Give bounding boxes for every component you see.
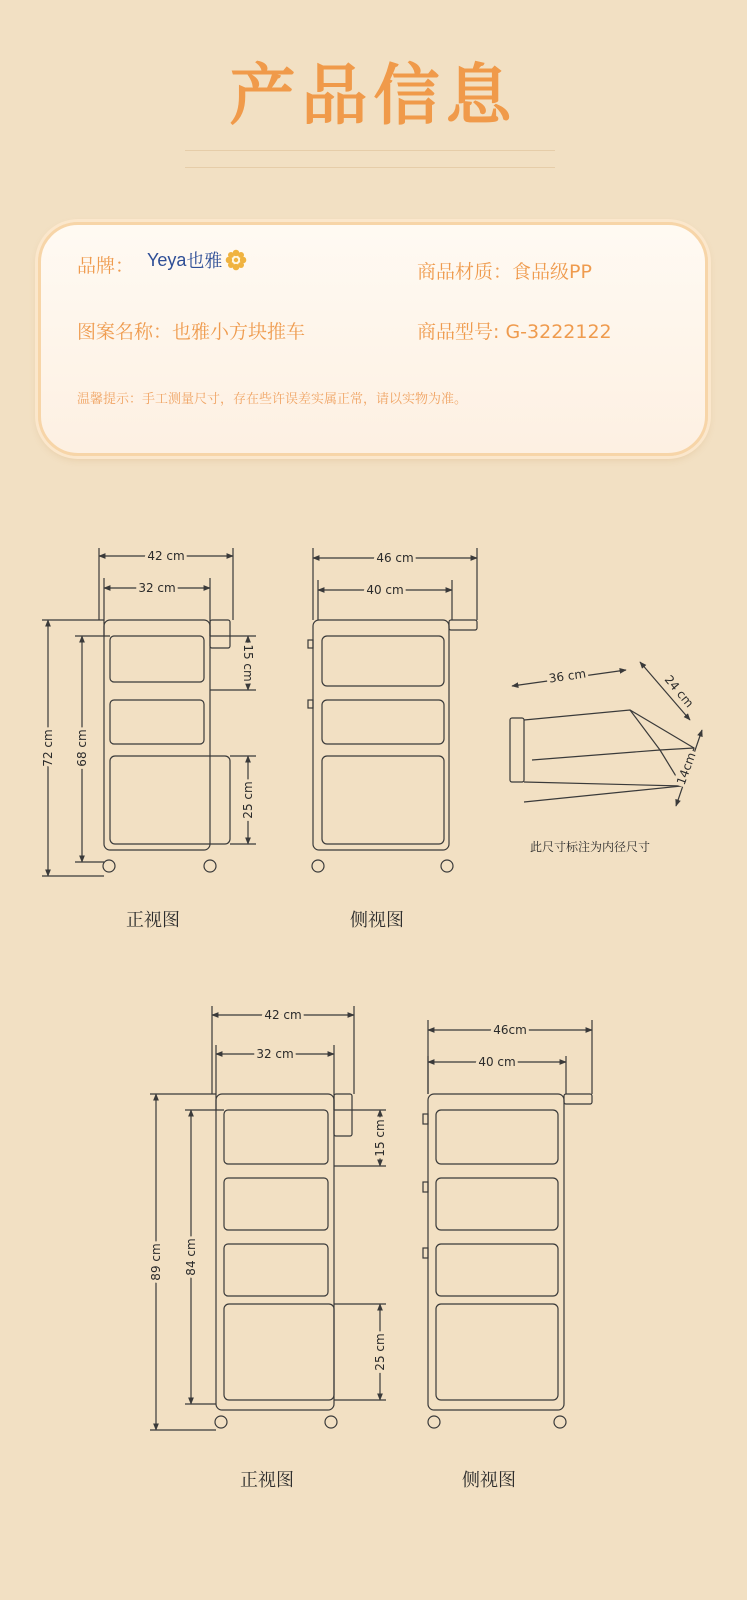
drawer-inner-size-note: 此尺寸标注为内径尺寸: [530, 840, 651, 854]
dim-side-bottom-w-outer: 46cm: [493, 1023, 527, 1037]
dim-front-top-w-inner: 32 cm: [138, 581, 176, 595]
side-view-caption-bottom: 侧视图: [462, 1470, 516, 1491]
dim-drawer-height: 14cm: [673, 750, 699, 787]
dim-front-bottom-h-inner: 84 cm: [184, 1238, 198, 1276]
front-view-bottom: [150, 1006, 386, 1430]
dim-front-bottom-h-small: 15 cm: [373, 1119, 387, 1157]
drawer-perspective: [510, 710, 694, 802]
dim-front-top-h-small: 15 cm: [241, 644, 255, 682]
material-text: 商品材质：食品级PP: [417, 261, 592, 283]
dim-front-bottom-h-total: 89 cm: [149, 1243, 163, 1281]
side-view-caption-top: 侧视图: [350, 910, 404, 931]
brand-logo-cn: 也雅: [186, 251, 223, 272]
dim-front-bottom-w-inner: 32 cm: [256, 1047, 294, 1061]
dim-front-top-h-large: 25 cm: [241, 781, 255, 819]
dim-side-top-w-outer: 46 cm: [376, 551, 414, 565]
pattern-name-text: 图案名称：也雅小方块推车: [77, 321, 306, 343]
dim-front-top-h-inner: 68 cm: [75, 729, 89, 767]
front-view-caption-top: 正视图: [126, 910, 180, 931]
brand-logo-wordmark: Yeya: [147, 249, 187, 270]
side-view-bottom: [423, 1020, 592, 1428]
brand-label: 品牌：: [77, 255, 135, 277]
front-view-caption-bottom: 正视图: [240, 1470, 294, 1491]
dim-front-bottom-h-large: 25 cm: [373, 1333, 387, 1371]
dim-front-top-h-total: 72 cm: [41, 729, 55, 767]
dim-drawer-width: 24 cm: [661, 672, 697, 711]
dim-front-bottom-w-outer: 42 cm: [264, 1008, 302, 1022]
dim-side-top-w-inner: 40 cm: [366, 583, 404, 597]
dim-side-bottom-w-inner: 40 cm: [478, 1055, 516, 1069]
page-title: 产品信息: [229, 57, 518, 134]
dim-front-top-w-outer: 42 cm: [147, 549, 185, 563]
measurement-tip: 温馨提示：手工测量尺寸，存在些许误差实属正常，请以实物为准。: [77, 392, 468, 407]
dim-drawer-length: 36 cm: [547, 666, 587, 686]
front-view-top: [42, 548, 256, 876]
model-text: 商品型号: G-3222122: [417, 321, 612, 343]
